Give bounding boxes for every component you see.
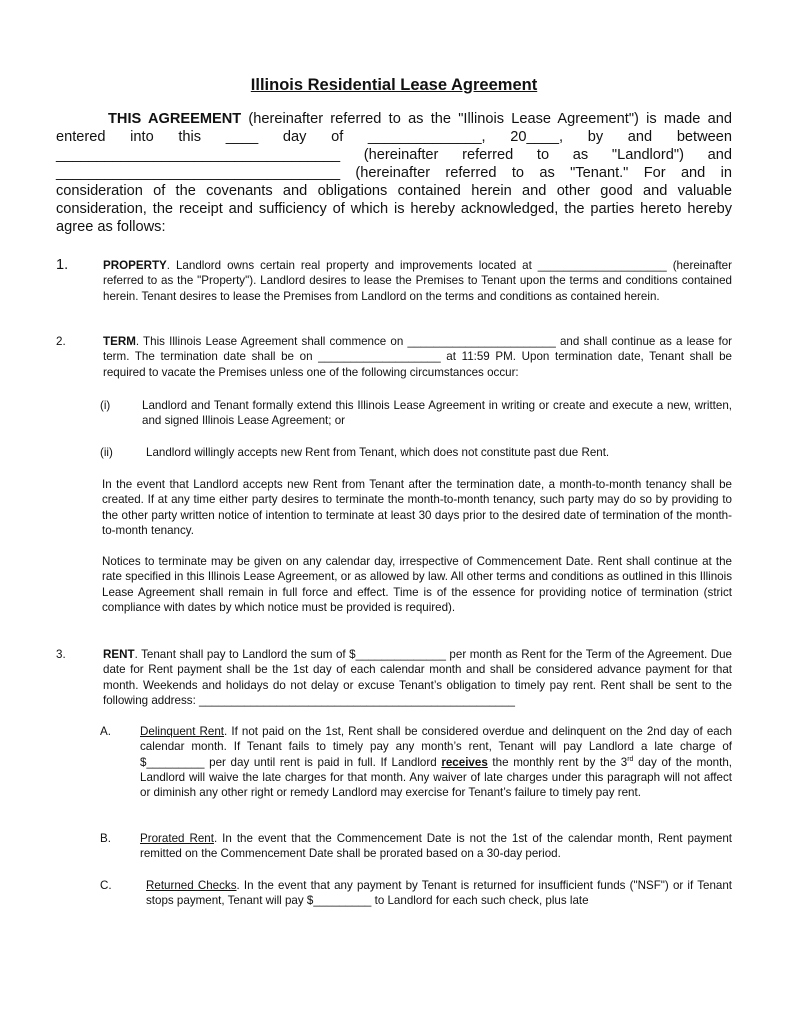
item-label: A. xyxy=(100,725,111,738)
rent-item-prorated xyxy=(100,831,732,862)
term-paragraph-month-to-month: In the event that Landlord accepts new Rent from Tenant after the termination date, a month-to-month tenancy shall be created. If at any time either party desires to terminate the month-to-month tenancy, such party may do so by providing to the other party written notice of intention to terminate at least 30 days prior to the desired date of termination of the month-to-month tenancy. xyxy=(102,478,732,537)
superscript: rd xyxy=(627,755,634,763)
section-term xyxy=(56,334,732,380)
section-heading: TERM xyxy=(103,335,136,348)
item-text: Landlord and Tenant formally extend this Illinois Lease Agreement in writing or create and execute a new, written, and signed Illinois Lease Agreement; or xyxy=(142,399,732,428)
section-text: . Tenant shall pay to Landlord the sum of $______________ per month as Rent for the Term of the Agreement. Due date for Rent payment shall be the 1st day of each calendar month and shall be considered advance payment for that month. Weekends and holidays do not delay or excuse Tenant’s obligation to timely pay rent. Rent shall be sent to the following address: _________________________________________________ xyxy=(103,648,732,707)
term-paragraph-notices: Notices to terminate may be given on any calendar day, irrespective of Commencement Date. Rent shall continue at the rate specified in this Illinois Lease Agreement, or as allowed by law. All other terms and conditions as outlined in this Illinois Lease Agreement shall remain in full force and effect. Time is of the essence for providing notice of termination (strict compliance with dates by which notice must be provided is required). xyxy=(102,555,732,614)
item-text: Landlord willingly accepts new Rent from Tenant, which does not constitute past due Rent. xyxy=(146,446,610,459)
rent-item-delinquent xyxy=(100,724,732,800)
section-number: 3. xyxy=(56,648,66,661)
item-text: the monthly rent by the 3 xyxy=(487,755,628,769)
intro-text: (hereinafter referred to as the "Illinois Lease Agreement") is made and entered into this ____ day of ______________, 20____, by and between ___________________________________ (hereinafter referred to as "Landlord") and ___________________________________ (hereinafter referred to as "Tenant." For and in consideration of the covenants and obligations contained herein and other good and valuable consideration, the receipt and sufficiency of which is hereby acknowledged, the parties hereto hereby agree as follows: xyxy=(56,111,732,235)
item-label: C. xyxy=(100,879,112,892)
section-text: . This Illinois Lease Agreement shall commence on _______________________ and shall continue as a lease for term. The termination date shall be on ___________________ at 11:59 PM. Upon termination date, Tenant shall be required to vacate the Premises unless one of the following circumstances occur: xyxy=(103,335,732,379)
term-item-i xyxy=(100,398,732,429)
item-text: . In the event that the Commencement Date is not the 1st of the calendar month, Rent payment remitted on the Commencement Date shall be prorated based on a 30-day period. xyxy=(140,832,732,861)
item-text: day of the month, Landlord will waive the late charges for that month. Any waiver of late charges under this paragraph will not affect or diminish any other right or remedy Landlord may exercise for Tenant’s failure to timely pay rent. xyxy=(140,755,733,800)
section-rent xyxy=(56,647,732,708)
item-heading: Returned Checks xyxy=(146,879,237,892)
section-heading: PROPERTY xyxy=(103,259,167,272)
section-text: . Landlord owns certain real property and improvements located at ____________________ (hereinafter referred to as the "Property"). Landlord desires to lease the Premises to Tenant upon the terms and conditions contained herein. Tenant desires to lease the Premises from Landlord on the terms and conditions as contained herein. xyxy=(103,259,732,303)
intro-paragraph xyxy=(56,110,732,236)
item-text: . In the event that any payment by Tenant is returned for insufficient funds ("NSF") or if Tenant stops payment, Tenant will pay $_________ to Landlord for each such check, plus late xyxy=(146,879,733,908)
item-text: . If not paid on the 1st, Rent shall be considered overdue and delinquent on the 2nd day of each calendar month. If Tenant fails to timely pay any month’s rent, Tenant will pay Landlord a late charge of $_________ per day until rent is paid in full. If Landlord xyxy=(140,725,732,769)
item-label: (ii) xyxy=(100,446,113,459)
intro-bold-lead: THIS AGREEMENT xyxy=(108,111,242,127)
item-bold-word: receives xyxy=(441,755,488,769)
section-property xyxy=(56,258,732,304)
section-number: 1. xyxy=(56,257,69,273)
item-heading: Prorated Rent xyxy=(140,832,214,845)
section-number: 2. xyxy=(56,335,66,348)
item-label: B. xyxy=(100,832,111,845)
section-heading: RENT xyxy=(103,648,135,661)
term-item-ii xyxy=(100,445,732,460)
item-label: (i) xyxy=(100,399,111,412)
item-heading: Delinquent Rent xyxy=(140,725,225,738)
rent-item-returned-checks xyxy=(100,878,732,909)
document-title: Illinois Residential Lease Agreement xyxy=(250,76,538,94)
